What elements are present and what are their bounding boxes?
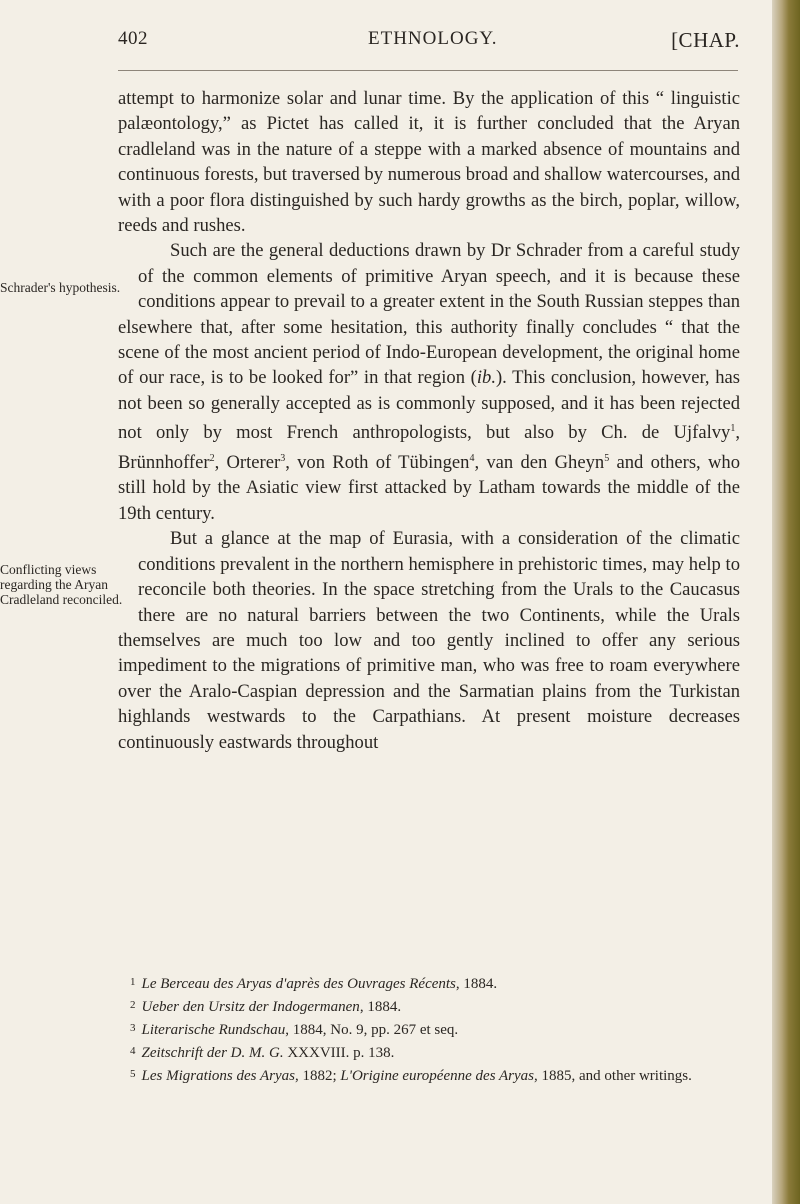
- footnote-ref: 4: [469, 452, 475, 464]
- body-text: [0, 86, 741, 755]
- footnote-ref: 2: [209, 452, 215, 464]
- chapter-label: [CHAP.: [671, 28, 740, 52]
- paragraph: attempt to harmonize solar and lunar time. By the application of this “ linguistic palæontology,” as Pictet has called it, it is further concluded that the Aryan cradleland was in the nature of a steppe with a marked absence of mountains and continuous forests, but traversed by numerous broad and shallow watercourses, and with a poor flora distinguished by such hardy growths as the birch, poplar, willow, reeds and rushes.: [118, 88, 740, 237]
- footnote: $^3$ Literarische Rundschau, 1884, No. 9, pp. 267 et seq.: [130, 1022, 459, 1038]
- paragraph: But a glance at the map of Eurasia, with a consideration of the climatic conditions prevalent in the northern hemisphere in prehistoric times, may help to reconcile both theories. In the space stretching from the Urals to the Caucasus there are no natural barriers between the two Continents, while the Urals themselves are much too low and too gently inclined to offer any serious impediment to the migrations of primitive man, who was free to roam everywhere over the Aralo-Caspian depression and the Sarmatian plains from the Turkistan highlands westwards to the Carpathians. At present moisture decreases continuously eastwards throughout: [118, 528, 740, 753]
- header-rule: [118, 70, 738, 71]
- page-header: [118, 28, 740, 58]
- footnote: $^2$ Ueber den Ursitz der Indogermanen, 1884.: [130, 999, 402, 1015]
- footnote-ref: 1: [730, 423, 736, 435]
- page-number: 402: [118, 28, 148, 49]
- footnote-ref: 5: [604, 452, 610, 464]
- footnote: $^5$ Les Migrations des Aryas, 1882; L'Origine européenne des Aryas, 1885, and other writings.: [130, 1068, 692, 1084]
- sidenote-conflicting: Conflicting views regarding the Aryan Cradleland reconciled.: [0, 562, 123, 608]
- running-title: ETHNOLOGY.: [368, 28, 498, 49]
- paragraph: Such are the general deductions drawn by Dr Schrader from a careful study of the common elements of primitive Aryan speech, and it is because these conditions appear to prevail to a greater extent in the South Russian steppes than elsewhere that, after some hesitation, this authority finally concludes “ that the scene of the most ancient period of Indo-European development, the original home of our race, is to be looked for” in that region (ib.). This conclusion, however, has not been so generally accepted as is commonly supposed, and it has been rejected not only by most French anthropologists, but also by Ch. de Ujfalvy$^1$, Brünnhoffer$^2$, Orterer$^3$, von Roth of Tübingen$^4$, van den Gheyn$^5$ and others, who still hold by the Asiatic view first attacked by Latham towards the middle of the 19th century.: [118, 240, 741, 524]
- page-edge: [772, 0, 800, 1204]
- footnotes: [118, 972, 740, 1087]
- footnote-ref: 3: [280, 452, 286, 464]
- footnote: $^4$ Zeitschrift der D. M. G. XXXVIII. p. 138.: [130, 1045, 395, 1061]
- sidenote-schrader: Schrader's hypothesis.: [0, 280, 121, 296]
- footnote: $^1$ Le Berceau des Aryas d'après des Ouvrages Récents, 1884.: [130, 976, 498, 992]
